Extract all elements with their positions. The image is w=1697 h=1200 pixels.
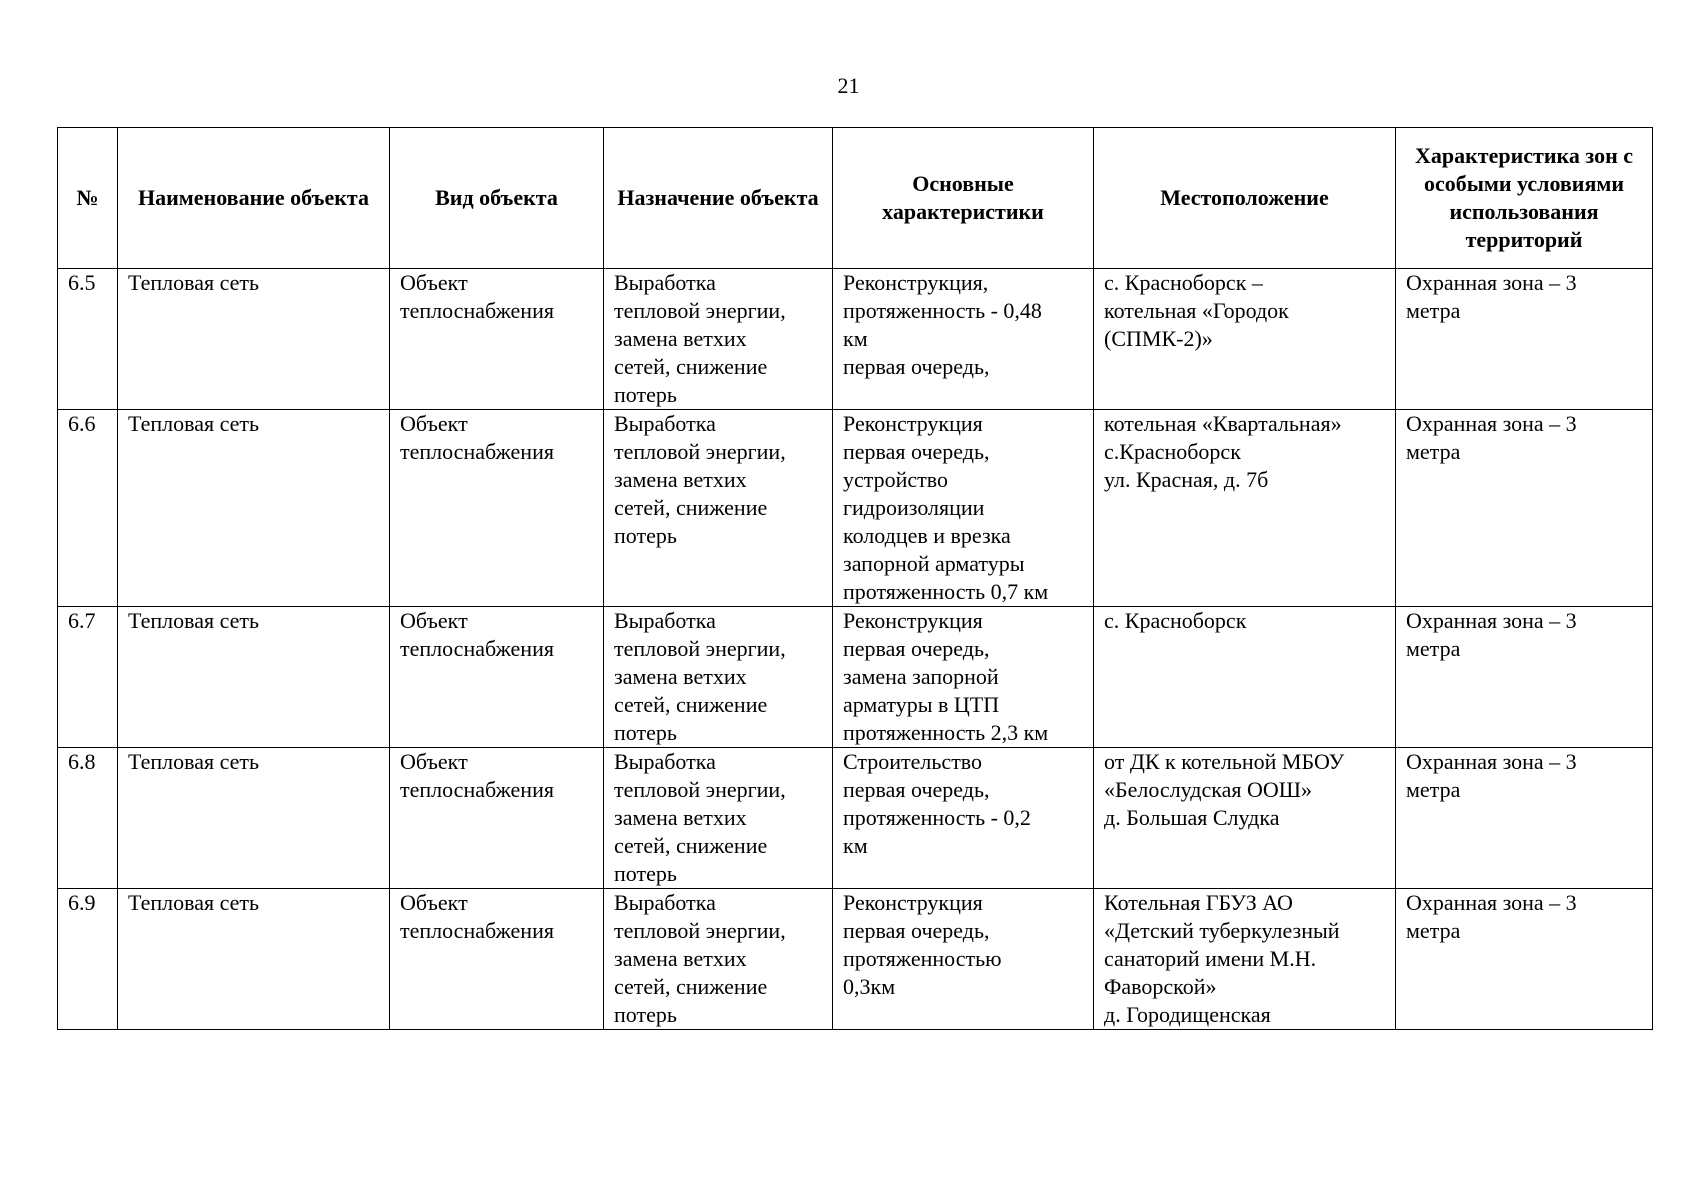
header-main-characteristics: Основные характеристики xyxy=(833,128,1094,269)
cell-object-purpose: Выработка тепловой энергии, замена ветхих сетей, снижение потерь xyxy=(604,889,833,1030)
cell-number: 6.8 xyxy=(58,748,118,889)
cell-main-characteristics: Реконструкция первая очередь, протяженностью 0,3км xyxy=(833,889,1094,1030)
cell-location: от ДК к котельной МБОУ «Белослудская ООШ» д. Большая Слудка xyxy=(1094,748,1396,889)
header-location: Местоположение xyxy=(1094,128,1396,269)
page-number: 21 xyxy=(837,73,860,98)
header-row xyxy=(58,128,1653,269)
cell-object-purpose: Выработка тепловой энергии, замена ветхих сетей, снижение потерь xyxy=(604,748,833,889)
header-special-zones: Характеристика зон с особыми условиями использования территорий xyxy=(1396,128,1653,269)
table-row xyxy=(58,607,1653,748)
cell-location: котельная «Квартальная» с.Красноборск ул. Красная, д. 7б xyxy=(1094,410,1396,607)
cell-location: с. Красноборск xyxy=(1094,607,1396,748)
cell-location: Котельная ГБУЗ АО «Детский туберкулезный санаторий имени М.Н. Фаворской» д. Городищенская xyxy=(1094,889,1396,1030)
cell-main-characteristics: Реконструкция первая очередь, устройство гидроизоляции колодцев и врезка запорной арматуры протяженность 0,7 км xyxy=(833,410,1094,607)
cell-special-zones: Охранная зона – 3 метра xyxy=(1396,410,1653,607)
cell-object-name: Тепловая сеть xyxy=(118,748,390,889)
cell-main-characteristics: Реконструкция первая очередь, замена запорной арматуры в ЦТП протяженность 2,3 км xyxy=(833,607,1094,748)
cell-special-zones: Охранная зона – 3 метра xyxy=(1396,269,1653,410)
cell-object-type: Объект теплоснабжения xyxy=(390,410,604,607)
table-body xyxy=(58,269,1653,1030)
cell-special-zones: Охранная зона – 3 метра xyxy=(1396,607,1653,748)
cell-object-name: Тепловая сеть xyxy=(118,889,390,1030)
cell-object-name: Тепловая сеть xyxy=(118,607,390,748)
cell-object-purpose: Выработка тепловой энергии, замена ветхих сетей, снижение потерь xyxy=(604,269,833,410)
table-row xyxy=(58,410,1653,607)
cell-main-characteristics: Строительство первая очередь, протяженность - 0,2 км xyxy=(833,748,1094,889)
cell-object-type: Объект теплоснабжения xyxy=(390,607,604,748)
cell-location: с. Красноборск – котельная «Городок (СПМК-2)» xyxy=(1094,269,1396,410)
table-row xyxy=(58,748,1653,889)
cell-special-zones: Охранная зона – 3 метра xyxy=(1396,748,1653,889)
header-object-purpose: Назначение объекта xyxy=(604,128,833,269)
cell-object-name: Тепловая сеть xyxy=(118,269,390,410)
cell-number: 6.6 xyxy=(58,410,118,607)
header-object-type: Вид объекта xyxy=(390,128,604,269)
cell-number: 6.7 xyxy=(58,607,118,748)
cell-object-purpose: Выработка тепловой энергии, замена ветхих сетей, снижение потерь xyxy=(604,607,833,748)
cell-object-name: Тепловая сеть xyxy=(118,410,390,607)
cell-object-type: Объект теплоснабжения xyxy=(390,269,604,410)
header-number: № xyxy=(58,128,118,269)
cell-object-type: Объект теплоснабжения xyxy=(390,889,604,1030)
cell-object-purpose: Выработка тепловой энергии, замена ветхих сетей, снижение потерь xyxy=(604,410,833,607)
table-header xyxy=(58,128,1653,269)
table-row xyxy=(58,269,1653,410)
cell-object-type: Объект теплоснабжения xyxy=(390,748,604,889)
table-row xyxy=(58,889,1653,1030)
cell-number: 6.5 xyxy=(58,269,118,410)
cell-number: 6.9 xyxy=(58,889,118,1030)
cell-special-zones: Охранная зона – 3 метра xyxy=(1396,889,1653,1030)
cell-main-characteristics: Реконструкция, протяженность - 0,48 км первая очередь, xyxy=(833,269,1094,410)
objects-table xyxy=(57,127,1653,1030)
header-object-name: Наименование объекта xyxy=(118,128,390,269)
